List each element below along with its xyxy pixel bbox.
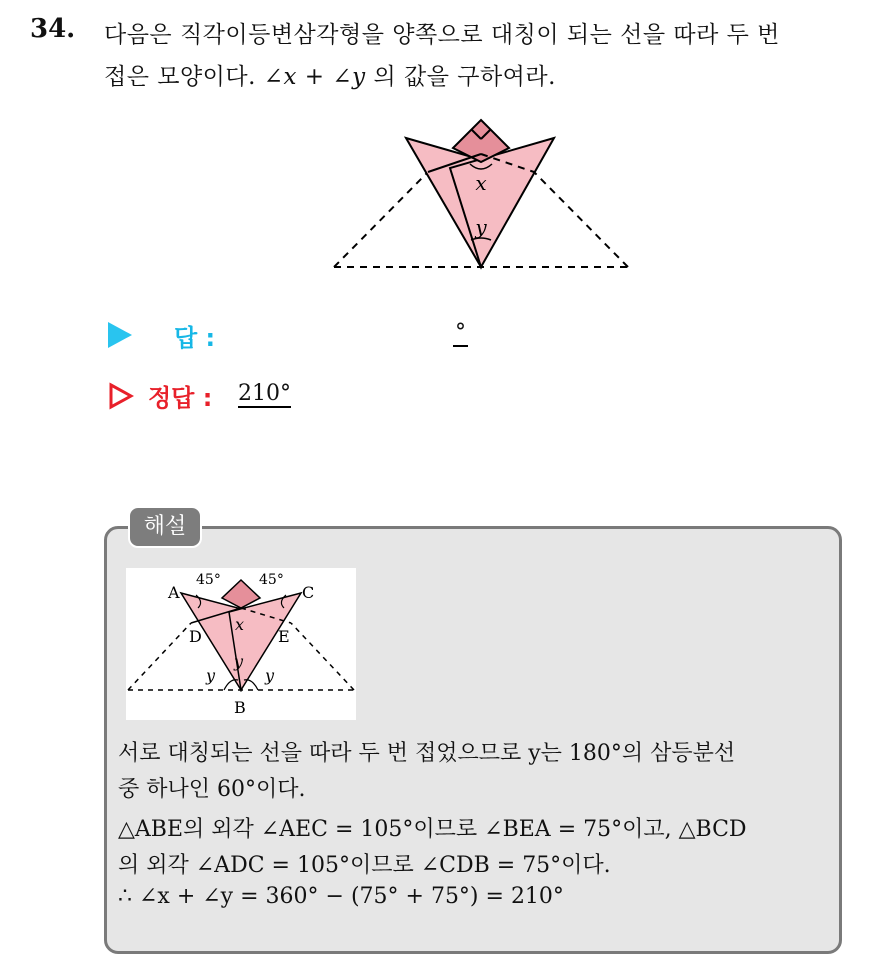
solution-label-y-right: y	[265, 666, 275, 685]
correct-answer-label: 정답 :	[148, 384, 213, 412]
solution-angle-left: 45°	[196, 572, 221, 588]
question-text-line1: 다음은 직각이등변삼각형을 양쪽으로 대칭이 되는 선을 따라 두 번	[104, 22, 780, 48]
question-text-line2-post: 의 값을 구하여라.	[365, 64, 556, 90]
correct-answer-row	[108, 378, 508, 414]
question-text-line2	[104, 58, 556, 91]
hollow-triangle-icon	[108, 382, 134, 410]
correct-answer-number: 210°	[238, 381, 291, 406]
solution-line2: 중 하나인 60°이다.	[118, 777, 306, 802]
solution-label-E: E	[278, 627, 290, 646]
solution-label-y-left: y	[206, 666, 216, 685]
solution-angle-right: 45°	[259, 572, 284, 588]
answer-row	[108, 318, 528, 350]
answer-label: 답 :	[174, 324, 216, 352]
solution-label-C: C	[302, 583, 315, 602]
solution-label-B: B	[234, 698, 246, 717]
question-math-expression: ∠x + ∠y	[263, 64, 366, 90]
solution-line4: 의 외각 ∠ADC = 105°이므로 ∠CDB = 75°이다.	[118, 853, 611, 878]
solution-line5: ∴ ∠x + ∠y = 360° − (75° + 75°) = 210°	[118, 884, 564, 909]
solution-label-x: x	[235, 615, 245, 634]
play-arrow-icon	[108, 322, 132, 348]
question-number: 34.	[30, 14, 76, 44]
solution-line3: △ABE의 외각 ∠AEC = 105°이므로 ∠BEA = 75°이고, △BCD	[118, 817, 747, 842]
figure1-label-y: y	[475, 215, 487, 239]
solution-label-D: D	[189, 627, 202, 646]
figure1-label-x: x	[475, 171, 487, 195]
correct-answer-value	[238, 381, 291, 406]
question-text-line2-pre: 접은 모양이다.	[104, 64, 264, 90]
solution-label-y-center: y	[234, 652, 244, 671]
solution-line1: 서로 대칭되는 선을 따라 두 번 접었으므로 y는 180°의 삼등분선	[118, 741, 736, 766]
solution-tag: 해설	[128, 506, 202, 548]
answer-unit: °	[455, 320, 466, 345]
answer-blank[interactable]	[453, 320, 468, 345]
solution-figure	[126, 568, 356, 720]
folded-triangle-figure	[326, 112, 636, 274]
solution-label-A: A	[168, 583, 180, 602]
